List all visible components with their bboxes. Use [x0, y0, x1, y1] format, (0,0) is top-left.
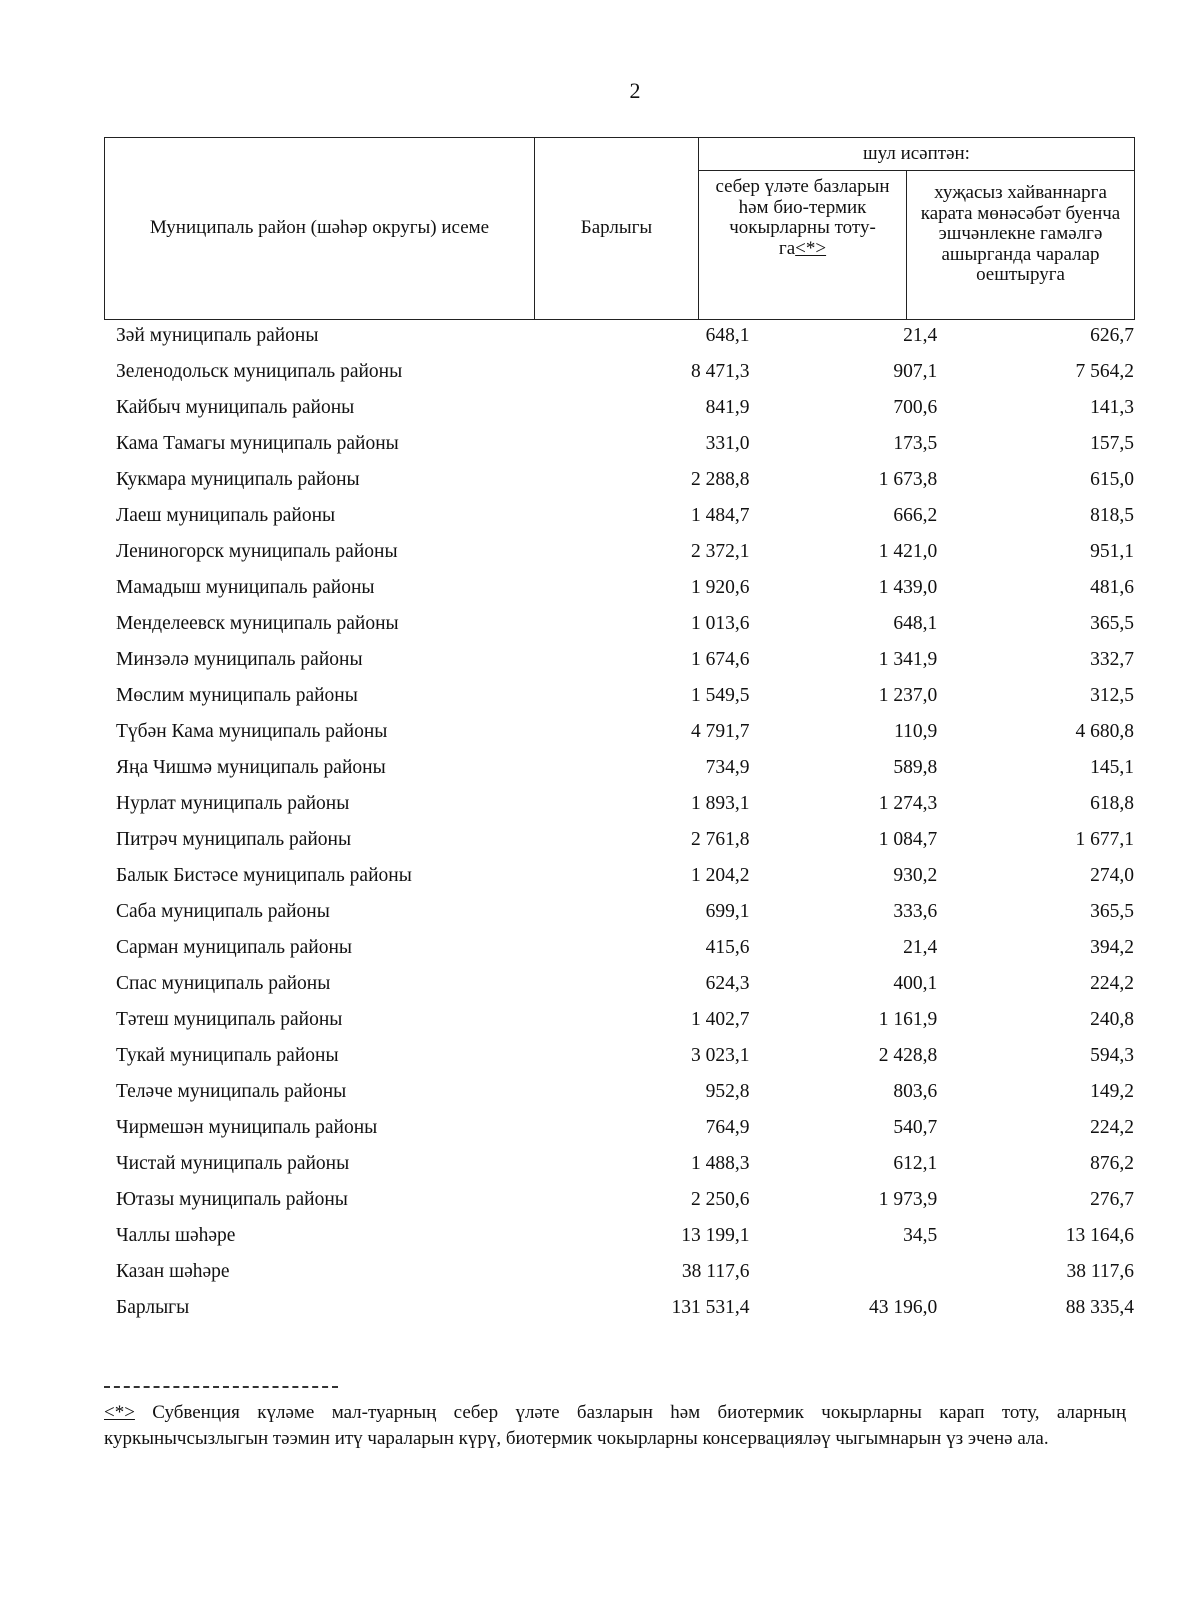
row-total: 2 372,1 — [690, 541, 750, 562]
table-row — [104, 1146, 1134, 1182]
row-total: 131 531,4 — [671, 1297, 750, 1318]
row-anthrax-value: 43 196,0 — [868, 1297, 938, 1318]
row-anthrax-value: 803,6 — [893, 1081, 938, 1102]
row-name: Минзәлә муниципаль районы — [116, 649, 363, 670]
row-anthrax-value: 2 428,8 — [878, 1045, 938, 1066]
table-row — [104, 750, 1134, 786]
footnote-text: Субвенция күләме мал-туарның себер үләте базларын һәм биотермик чокырларны карап тоту, аларның куркынычсызлыгын тәэмин итү чараларын күрү, биотермик чокырларны консервацияләү чыгымнарын үз эченә ала. — [104, 1402, 1126, 1449]
footnote-ref-marker: <*> — [795, 237, 827, 259]
table-row — [104, 390, 1134, 426]
row-anthrax-value: 110,9 — [894, 721, 938, 742]
row-name: Менделеевск муниципаль районы — [116, 613, 399, 634]
row-name: Нурлат муниципаль районы — [116, 793, 350, 814]
row-total: 4 791,7 — [690, 721, 750, 742]
row-total: 952,8 — [705, 1081, 750, 1102]
row-name: Казан шәһәре — [116, 1261, 230, 1282]
row-total: 1 013,6 — [690, 613, 750, 634]
row-stray-value: 332,7 — [1090, 649, 1134, 670]
row-name: Теләче муниципаль районы — [116, 1081, 347, 1102]
row-total: 1 402,7 — [690, 1009, 750, 1030]
table-row — [104, 714, 1134, 750]
row-stray-value: 276,7 — [1090, 1189, 1134, 1210]
table-row — [104, 894, 1134, 930]
row-anthrax-value: 700,6 — [893, 397, 938, 418]
row-total: 1 893,1 — [690, 793, 750, 814]
row-total: 331,0 — [705, 433, 750, 454]
table-body — [104, 318, 1134, 1326]
column-header-name: Муниципаль район (шәһәр округы) исеме — [105, 138, 535, 320]
row-name: Спас муниципаль районы — [116, 973, 331, 994]
row-stray-value: 394,2 — [1090, 937, 1134, 958]
row-anthrax-value: 1 341,9 — [878, 649, 938, 670]
row-anthrax-value: 1 237,0 — [878, 685, 938, 706]
row-name: Кайбыч муниципаль районы — [116, 397, 355, 418]
row-total: 1 674,6 — [690, 649, 750, 670]
row-anthrax-value: 21,4 — [903, 325, 938, 346]
table-row — [104, 570, 1134, 606]
row-anthrax-value: 666,2 — [893, 505, 938, 526]
row-name: Чаллы шәһәре — [116, 1225, 236, 1246]
table-row — [104, 786, 1134, 822]
table-row — [104, 858, 1134, 894]
table-row — [104, 1110, 1134, 1146]
table-row — [104, 1218, 1134, 1254]
row-total: 3 023,1 — [690, 1045, 750, 1066]
table-row — [104, 462, 1134, 498]
table-row — [104, 1254, 1134, 1290]
table-row — [104, 1002, 1134, 1038]
row-name: Зеленодольск муниципаль районы — [116, 361, 403, 382]
row-name: Лениногорск муниципаль районы — [116, 541, 398, 562]
row-total: 2 288,8 — [690, 469, 750, 490]
table-row — [104, 426, 1134, 462]
table-row — [104, 534, 1134, 570]
table-header — [104, 137, 1135, 320]
column-header-stray-animals: хуҗасыз хайваннарга карата мөнәсәбәт буенча эшчәнлекне гамәлгә ашырганда чаралар оештыруга — [907, 171, 1135, 320]
row-anthrax-value: 1 274,3 — [878, 793, 938, 814]
row-anthrax-value: 540,7 — [893, 1117, 938, 1138]
row-stray-value: 240,8 — [1090, 1009, 1134, 1030]
row-anthrax-value: 1 421,0 — [878, 541, 938, 562]
row-stray-value: 141,3 — [1090, 397, 1134, 418]
column-header-anthrax-text: себер үләте базларын һәм био-термик чокырларны тоту- — [715, 176, 890, 239]
row-stray-value: 481,6 — [1090, 577, 1134, 598]
table-row — [104, 1182, 1134, 1218]
row-total: 699,1 — [705, 901, 750, 922]
row-name: Кама Тамагы муниципаль районы — [116, 433, 399, 454]
row-name: Балык Бистәсе муниципаль районы — [116, 865, 412, 886]
row-total: 1 549,5 — [690, 685, 750, 706]
row-total: 38 117,6 — [681, 1261, 750, 1282]
row-total: 734,9 — [705, 757, 750, 778]
table-row — [104, 930, 1134, 966]
footnote — [104, 1400, 1126, 1452]
row-anthrax-value: 1 161,9 — [878, 1009, 938, 1030]
row-name: Түбән Кама муниципаль районы — [116, 721, 388, 742]
row-anthrax-value: 333,6 — [893, 901, 938, 922]
row-stray-value: 365,5 — [1090, 901, 1134, 922]
row-stray-value: 88 335,4 — [1065, 1297, 1134, 1318]
table-row — [104, 1074, 1134, 1110]
row-stray-value: 876,2 — [1090, 1153, 1134, 1174]
row-total: 1 488,3 — [690, 1153, 750, 1174]
row-name: Чистай муниципаль районы — [116, 1153, 350, 1174]
row-anthrax-value: 400,1 — [893, 973, 938, 994]
table-row — [104, 1038, 1134, 1074]
row-anthrax-value: 648,1 — [893, 613, 938, 634]
table-row — [104, 354, 1134, 390]
row-anthrax-value: 612,1 — [893, 1153, 938, 1174]
row-total: 841,9 — [705, 397, 750, 418]
row-stray-value: 618,8 — [1090, 793, 1134, 814]
row-stray-value: 224,2 — [1090, 1117, 1134, 1138]
column-header-anthrax-tail: га — [778, 237, 796, 259]
column-header-total: Барлыгы — [535, 138, 699, 320]
row-total: 2 761,8 — [690, 829, 750, 850]
row-name: Саба муниципаль районы — [116, 901, 330, 922]
row-name: Мөслим муниципаль районы — [116, 685, 358, 706]
row-stray-value: 951,1 — [1090, 541, 1134, 562]
row-name: Тукай муниципаль районы — [116, 1045, 339, 1066]
page-number: 2 — [629, 78, 641, 103]
table-row — [104, 318, 1134, 354]
row-total: 624,3 — [705, 973, 750, 994]
table-row — [104, 1290, 1134, 1326]
row-name: Лаеш муниципаль районы — [116, 505, 336, 526]
row-name: Ютазы муниципаль районы — [116, 1189, 348, 1210]
row-anthrax-value: 930,2 — [893, 865, 938, 886]
row-anthrax-value: 1 084,7 — [878, 829, 938, 850]
row-name: Питрәч муниципаль районы — [116, 829, 352, 850]
table-row — [104, 678, 1134, 714]
footnote-divider — [104, 1386, 338, 1388]
row-stray-value: 365,5 — [1090, 613, 1134, 634]
row-total: 764,9 — [705, 1117, 750, 1138]
row-name: Тәтеш муниципаль районы — [116, 1009, 343, 1030]
table-row — [104, 966, 1134, 1002]
row-stray-value: 274,0 — [1090, 865, 1134, 886]
row-total: 1 204,2 — [690, 865, 750, 886]
row-name: Яңа Чишмә муниципаль районы — [116, 757, 386, 778]
row-total: 1 484,7 — [690, 505, 750, 526]
row-anthrax-value: 589,8 — [893, 757, 938, 778]
table-row — [104, 498, 1134, 534]
row-stray-value: 38 117,6 — [1066, 1261, 1134, 1282]
row-anthrax-value: 34,5 — [903, 1225, 938, 1246]
row-anthrax-value: 1 439,0 — [878, 577, 938, 598]
footnote-marker: <*> — [104, 1402, 135, 1423]
row-anthrax-value: 1 973,9 — [878, 1189, 938, 1210]
row-total: 415,6 — [705, 937, 750, 958]
row-total: 2 250,6 — [690, 1189, 750, 1210]
row-stray-value: 224,2 — [1090, 973, 1134, 994]
row-name: Зәй муниципаль районы — [116, 325, 319, 346]
row-name: Мамадыш муниципаль районы — [116, 577, 375, 598]
row-total: 1 920,6 — [690, 577, 750, 598]
row-stray-value: 7 564,2 — [1075, 361, 1134, 382]
table-row — [104, 642, 1134, 678]
row-stray-value: 615,0 — [1090, 469, 1134, 490]
column-group-header: шул исәптән: — [699, 138, 1135, 171]
row-name: Барлыгы — [116, 1297, 190, 1318]
row-stray-value: 1 677,1 — [1075, 829, 1134, 850]
row-total: 648,1 — [705, 325, 750, 346]
row-stray-value: 157,5 — [1090, 433, 1134, 454]
row-total: 13 199,1 — [681, 1225, 750, 1246]
row-anthrax-value: 173,5 — [893, 433, 938, 454]
row-name: Кукмара муниципаль районы — [116, 469, 360, 490]
row-stray-value: 818,5 — [1090, 505, 1134, 526]
row-anthrax-value: 907,1 — [893, 361, 938, 382]
table-row — [104, 606, 1134, 642]
table-row — [104, 822, 1134, 858]
row-anthrax-value: 21,4 — [903, 937, 938, 958]
row-stray-value: 594,3 — [1090, 1045, 1134, 1066]
row-anthrax-value: 1 673,8 — [878, 469, 938, 490]
row-stray-value: 626,7 — [1090, 325, 1134, 346]
row-stray-value: 145,1 — [1090, 757, 1134, 778]
row-stray-value: 4 680,8 — [1075, 721, 1134, 742]
row-stray-value: 312,5 — [1090, 685, 1134, 706]
row-total: 8 471,3 — [690, 361, 750, 382]
row-stray-value: 13 164,6 — [1065, 1225, 1134, 1246]
column-header-anthrax-burial — [699, 171, 907, 320]
row-stray-value: 149,2 — [1090, 1081, 1134, 1102]
row-name: Чирмешән муниципаль районы — [116, 1117, 378, 1138]
row-name: Сарман муниципаль районы — [116, 937, 353, 958]
